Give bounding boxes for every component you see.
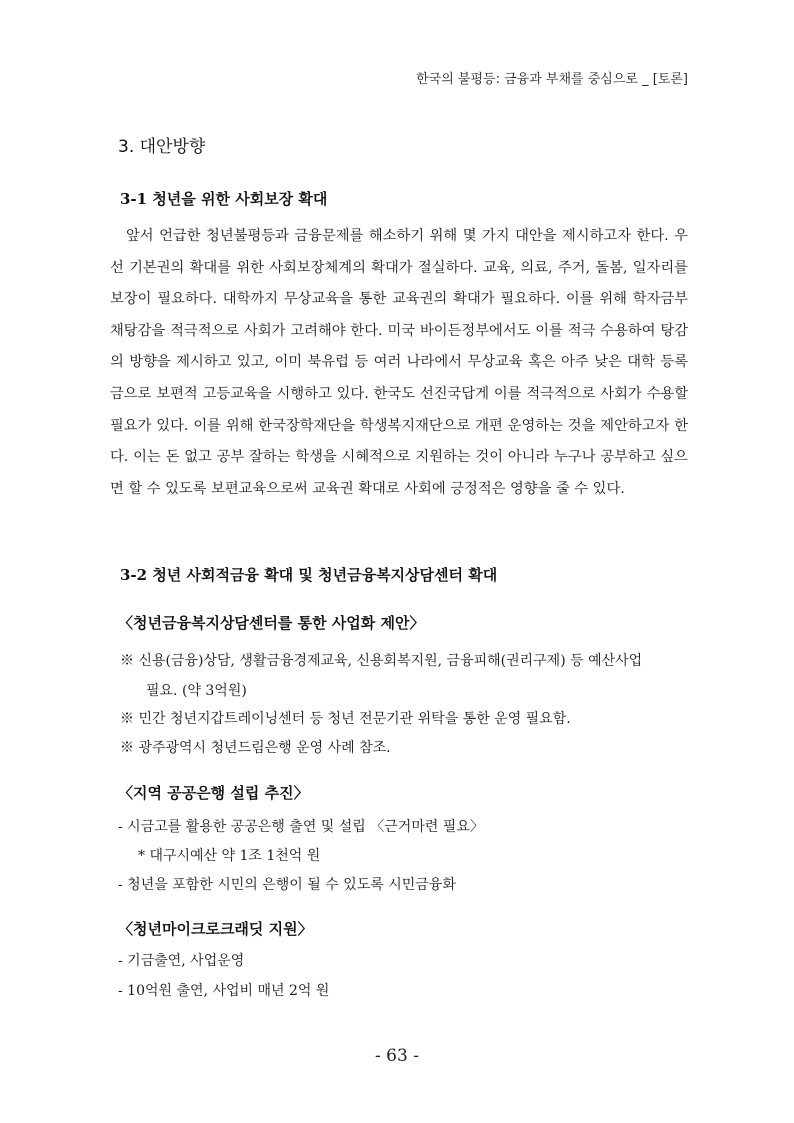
section-title: 3. 대안방향 — [118, 137, 206, 157]
list-item: ※ 신용(금융)상담, 생활금융경제교육, 신용회복지원, 금융피해(권리구제) 등 예산사업 — [120, 653, 643, 669]
body-paragraph: 앞서 언급한 청년불평등과 금융문제를 해소하기 위해 몇 가지 대안을 제시하고자 한다. 우선 기본권의 확대를 위한 사회보장체계의 확대가 절실하다. 교육, 의료, 주거, 돌봄, 일자리를 보장이 필요하다. 대학까지 무상교육을 통한 교육권의 확대가 필요하다. 이를 위해 학자금부채탕감을 적극적으로 사회가 고려해야 한다. 미국 바이든정부에서도 이를 적극 수용하여 탕감의 방향을 제시하고 있고, 이미 북유럽 등 여러 나라에서 무상교육 혹은 아주 낮은 대학 등록금으로 보편적 고등교육을 시행하고 있다. 한국도 선진국답게 이를 적극적으로 사회가 수용할 필요가 있다. 이를 위해 한국장학재단을 학생복지재단으로 개편 운영하는 것을 제안하고자 한다. 이는 돈 없고 공부 잘하는 학생을 시혜적으로 지원하는 것이 아니라 누구나 공부하고 싶으면 할 수 있도록 보편교육으로써 교육권 확대로 사회에 긍정적은 영향을 줄 수 있다. — [110, 228, 688, 497]
list-item: ※ 민간 청년지갑트레이닝센터 등 청년 전문기관 위탁을 통한 운영 필요함. — [120, 711, 571, 727]
list-item: ※ 광주광역시 청년드림은행 운영 사례 참조. — [120, 740, 391, 756]
running-header: 한국의 불평등: 금융과 부채를 중심으로 _ [토론] — [416, 72, 688, 87]
block-heading-microcredit: 〈청년마이크로크래딧 지원〉 — [118, 920, 313, 938]
block-heading-public-bank: 〈지역 공공은행 설립 추진〉 — [118, 784, 309, 802]
list-item: - 10억원 출연, 사업비 매년 2억 원 — [118, 983, 330, 999]
subsection-3-2-title: 3-2 청년 사회적금융 확대 및 청년금융복지상담센터 확대 — [120, 566, 498, 584]
list-item-continuation: 필요. (약 3억원) — [146, 683, 247, 699]
subsection-3-1-title: 3-1 청년을 위한 사회보장 확대 — [120, 190, 328, 208]
page-number: - 63 - — [375, 1046, 419, 1066]
block-heading-counseling-center: 〈청년금융복지상담센터를 통한 사업화 제안〉 — [118, 614, 425, 632]
list-item-note: * 대구시예산 약 1조 1천억 원 — [138, 848, 321, 864]
list-item: - 시금고를 활용한 공공은행 출연 및 설립 〈근거마련 필요〉 — [118, 819, 484, 835]
list-item: - 청년을 포함한 시민의 은행이 될 수 있도록 시민금융화 — [118, 877, 456, 893]
list-item: - 기금출연, 사업운영 — [118, 953, 245, 969]
